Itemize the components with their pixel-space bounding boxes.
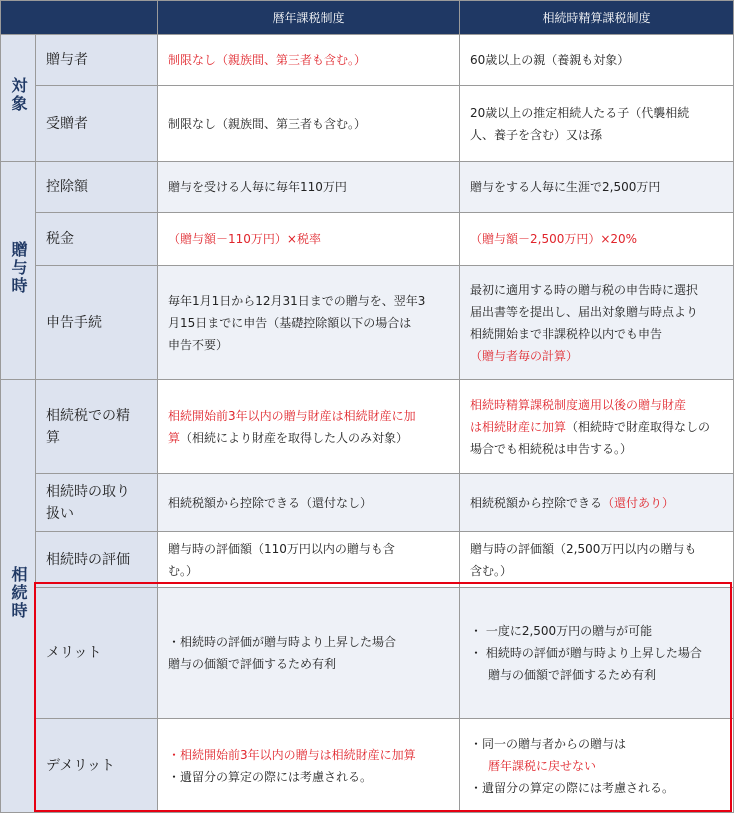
table-row	[1, 35, 734, 86]
cell-seisan	[460, 474, 734, 532]
cell-rekinen: 贈与を受ける人毎に毎年110万円	[158, 162, 460, 213]
header-rekinen: 暦年課税制度	[158, 1, 460, 35]
category-zoyoji	[1, 162, 36, 380]
text-line: む。）	[168, 563, 199, 578]
table-row	[1, 719, 734, 813]
text-line: 相続時の取り	[46, 483, 130, 500]
cell-rekinen	[158, 719, 460, 813]
table-row	[1, 213, 734, 266]
cell-rekinen	[158, 380, 460, 474]
row-label: デメリット	[36, 719, 158, 813]
table-row	[1, 266, 734, 380]
text-line: ・遺留分の算定の際には考慮される。	[168, 769, 373, 784]
cell-seisan	[460, 588, 734, 719]
header-row	[1, 1, 734, 35]
category-sozokuji	[1, 380, 36, 813]
row-label: メリット	[36, 588, 158, 719]
text-line: 相続開始前3年以内の贈与財産は相続財産に加	[168, 408, 416, 423]
text-line: ・相続開始前3年以内の贈与は相続財産に加算	[168, 747, 416, 762]
text-span: （還付あり）	[602, 495, 675, 510]
text-line: 届出書等を提出し、届出対象贈与時点より	[470, 304, 699, 319]
text-span: （相続時で財産取得なしの	[566, 419, 711, 434]
cell-rekinen: 相続税額から控除できる（還付なし）	[158, 474, 460, 532]
table-row	[1, 86, 734, 162]
text-line: 贈与の価額で評価するため有利	[168, 657, 337, 671]
row-label: 控除額	[36, 162, 158, 213]
text-span: は相続財産に加算	[470, 419, 567, 434]
text-line: 含む。）	[470, 563, 513, 578]
cell-seisan: （贈与額－2,500万円）×20%	[460, 213, 734, 266]
text-line: 贈与時の評価額（110万円以内の贈与も含	[168, 541, 395, 556]
table-row	[1, 380, 734, 474]
cell-rekinen	[158, 588, 460, 719]
text-line: ・遺留分の算定の際には考慮される。	[470, 780, 675, 795]
text-line: ・ 相続時の評価が贈与時より上昇した場合	[470, 646, 702, 660]
table-row	[1, 588, 734, 719]
text-span: 算	[168, 430, 181, 445]
text-line: 場合でも相続税は申告する。）	[470, 441, 633, 456]
category-label: 贈与時	[9, 240, 28, 295]
cell-seisan: 60歳以上の親（養親も対象）	[460, 35, 734, 86]
row-label: 申告手続	[36, 266, 158, 380]
cell-rekinen: 制限なし（親族間、第三者も含む。）	[158, 86, 460, 162]
text-line: 贈与時の評価額（2,500万円以内の贈与も	[470, 541, 697, 556]
row-label: 税金	[36, 213, 158, 266]
category-taisho	[1, 35, 36, 162]
category-label: 対象	[9, 77, 28, 113]
table-row	[1, 474, 734, 532]
text-line: 相続税での精	[46, 407, 130, 424]
header-blank	[1, 1, 158, 35]
text-line: 月15日までに申告（基礎控除額以下の場合は	[168, 315, 412, 330]
text-line: 人、養子を含む）又は孫	[470, 127, 603, 142]
row-label	[36, 474, 158, 532]
row-label	[36, 380, 158, 474]
row-label: 贈与者	[36, 35, 158, 86]
text-line: 相続時精算課税制度適用以後の贈与財産	[470, 397, 687, 412]
text-line: 扱い	[46, 505, 74, 522]
text-line: 申告不要）	[168, 337, 229, 352]
text-line: ・同一の贈与者からの贈与は	[470, 736, 627, 751]
text-line: 算	[46, 429, 60, 446]
cell-rekinen: 制限なし（親族間、第三者も含む。）	[158, 35, 460, 86]
text-line: ・ 一度に2,500万円の贈与が可能	[470, 624, 653, 638]
cell-seisan	[460, 719, 734, 813]
table-row	[1, 162, 734, 213]
cell-rekinen: （贈与額－110万円）×税率	[158, 213, 460, 266]
cell-rekinen	[158, 266, 460, 380]
header-seisan: 相続時精算課税制度	[460, 1, 734, 35]
text-line: 相続開始まで非課税枠以内でも申告	[470, 326, 663, 341]
text-line: ・相続時の評価が贈与時より上昇した場合	[168, 635, 397, 649]
text-line: 20歳以上の推定相続人たる子（代襲相続	[470, 105, 690, 120]
table-row	[1, 532, 734, 588]
text-line: 毎年1月1日から12月31日までの贈与を、翌年3	[168, 293, 426, 308]
cell-seisan	[460, 532, 734, 588]
cell-seisan	[460, 266, 734, 380]
text-line: 暦年課税に戻せない	[488, 758, 597, 773]
cell-seisan	[460, 380, 734, 474]
text-line: 贈与の価額で評価するため有利	[488, 668, 657, 682]
cell-seisan: 贈与をする人毎に生涯で2,500万円	[460, 162, 734, 213]
text-span: （相続により財産を取得した人のみ対象）	[180, 430, 409, 445]
category-label: 相続時	[9, 566, 28, 620]
cell-rekinen	[158, 532, 460, 588]
row-label: 受贈者	[36, 86, 158, 162]
text-span: 相続税額から控除できる	[470, 495, 603, 510]
row-label: 相続時の評価	[36, 532, 158, 588]
text-line: 最初に適用する時の贈与税の申告時に選択	[470, 282, 699, 297]
cell-seisan	[460, 86, 734, 162]
text-line: （贈与者毎の計算）	[470, 348, 579, 363]
